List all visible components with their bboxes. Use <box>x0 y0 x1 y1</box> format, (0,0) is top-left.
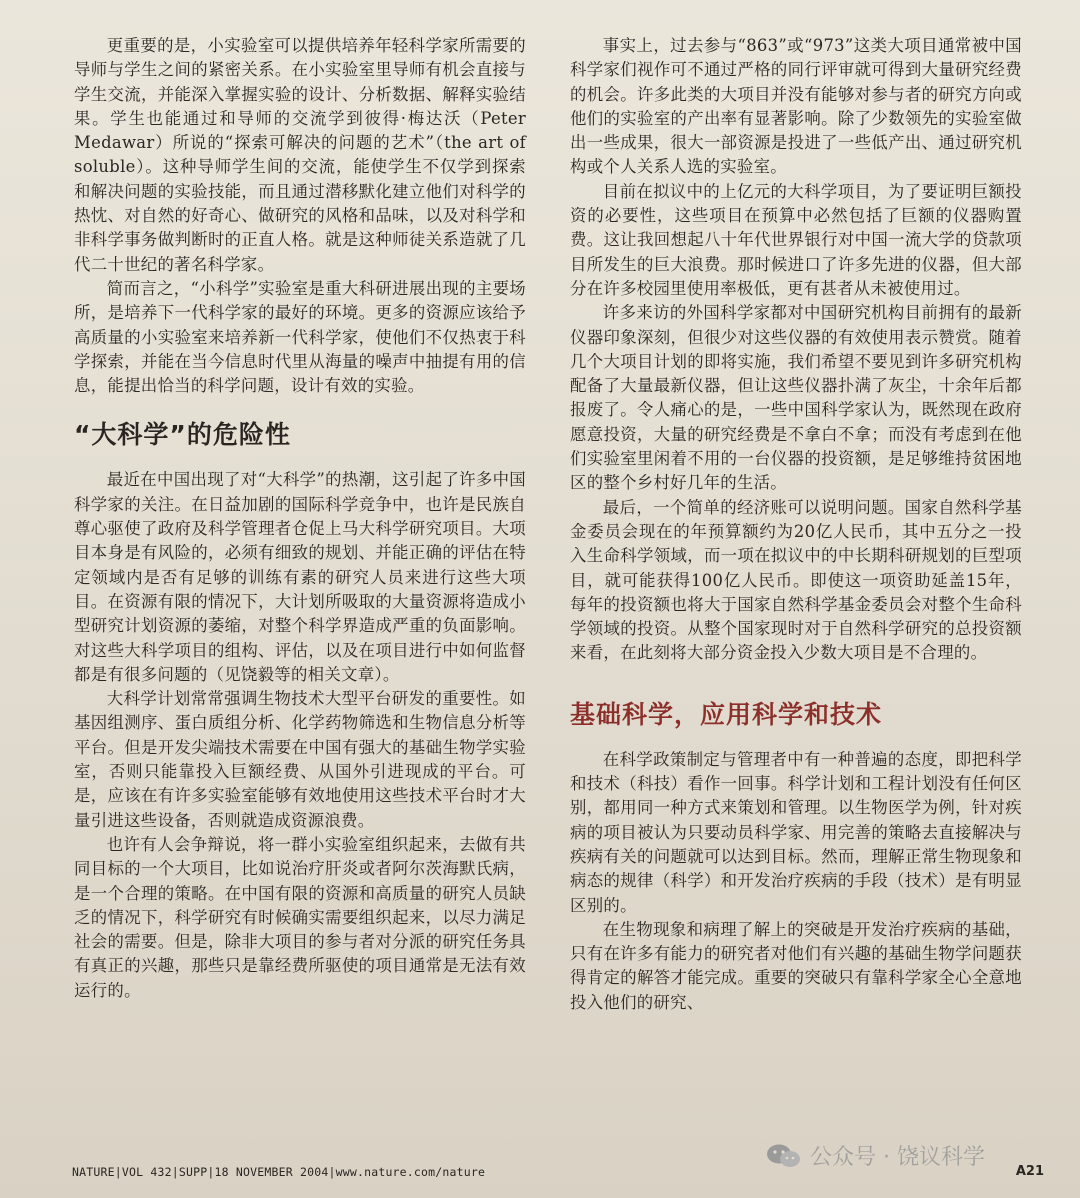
watermark-text: 公众号 · 饶议科学 <box>810 1145 985 1170</box>
paragraph: 大科学计划常常强调生物技术大型平台研发的重要性。如基因组测序、蛋白质组分析、化学药物筛选和生物信息分析等平台。但是开发尖端技术需要在中国有强大的基础生物学实验室，否则只能靠投入巨额经费、从国外引进现成的平台。可是，应该在有许多实验室能够有效地使用这些技术平台时才大量引进这些设备，否则就造成资源浪费。 <box>74 689 526 830</box>
page-number: A21 <box>1015 1164 1044 1179</box>
paragraph: 事实上，过去参与“863”或“973”这类大项目通常被中国科学家们视作可不通过严格的同行评审就可得到大量研究经费的机会。许多此类的大项目并没有能够对参与者的研究方向或他们的实验室的产出率有显著影响。除了少数领先的实验室做出一些成果，很大一部资源是投进了一些低产出、通过研究机构或个人关系人选的实验室。 <box>570 36 1022 177</box>
section-heading-basic-science: 基础科学，应用科学和技术 <box>570 699 883 729</box>
left-column <box>74 34 526 1003</box>
paragraph: 许多来访的外国科学家都对中国研究机构目前拥有的最新仪器印象深刻，但很少对这些仪器的有效使用表示赞赏。随着几个大项目计划的即将实施，我们希望不要见到许多研究机构配备了大量最新仪器，但让这些仪器扑满了灰尘，十余年后都报废了。令人痛心的是，一些中国科学家认为，既然现在政府愿意投资，大量的研究经费是不拿白不拿；而没有考虑到在他们实验室里闲着不用的一台仪器的投资额，是足够维持贫困地区的整个乡村好几年的生活。 <box>570 303 1022 493</box>
watermark <box>766 1140 985 1171</box>
paragraph: 在生物现象和病理了解上的突破是开发治疗疾病的基础，只有在许多有能力的研究者对他们有兴趣的基础生物学问题获得肯定的解答才能完成。重要的突破只有靠科学家全心全意地投入他们的研究、 <box>570 919 1022 1012</box>
paragraph: 简而言之，“小科学”实验室是重大科研进展出现的主要场所，是培养下一代科学家的最好的环境。更多的资源应该给予高质量的小实验室来培养新一代科学家，使他们不仅热衷于科学探索，并能在当今信息时代里从海量的噪声中抽提有用的信息，能提出恰当的科学问题，设计有效的实验。 <box>74 278 526 396</box>
footer-citation: NATURE|VOL 432|SUPP|18 NOVEMBER 2004|www.nature.com/nature <box>72 1165 486 1179</box>
right-column <box>570 34 1022 1015</box>
paragraph: 更重要的是，小实验室可以提供培养年轻科学家所需要的导师与学生之间的紧密关系。在小实验室里导师有机会直接与学生交流，并能深入掌握实验的设计、分析数据、解释实验结果。学生也能通过和导师的交流学到彼得·梅达沃（Peter Medawar）所说的“探索可解决的问题的艺术”（the art of soluble）。这种导师学生间的交流，能使学生不仅学到探索和解决问题的实验技能，而且通过潜移默化建立他们对科学的热忱、对自然的好奇心、做研究的风格和品味，以及对科学和非科学事务做判断时的正直人格。就是这种师徒关系造就了几代二十世纪的著名科学家。 <box>74 36 526 274</box>
paragraph: 最后，一个简单的经济账可以说明问题。国家自然科学基金委员会现在的年预算额约为20亿人民币，其中五分之一投入生命科学领域，而一项在拟议中的中长期科研规划的巨型项目，就可能获得100亿人民币。即使这一项资助延盖15年，每年的投资额也将大于国家自然科学基金委员会对整个生命科学领域的投资。从整个国家现时对于自然科学研究的总投资额来看，在此刻将大部分资金投入少数大项目是不合理的。 <box>570 497 1022 663</box>
paragraph: 也许有人会争辩说，将一群小实验室组织起来，去做有共同目标的一个大项目，比如说治疗肝炎或者阿尔茨海默氏病，是一个合理的策略。在中国有限的资源和高质量的研究人员缺乏的情况下，科学研究有时候确实需要组织起来，以尽力满足社会的需要。但是，除非大项目的参与者对分派的研究任务具有真正的兴趣，那些只是靠经费所驱使的项目通常是无法有效运行的。 <box>74 834 526 1000</box>
paragraph: 在科学政策制定与管理者中有一种普遍的态度，即把科学和技术（科技）看作一回事。科学计划和工程计划没有任何区别，都用同一种方式来策划和管理。以生物医学为例，针对疾病的项目被认为只要动员科学家、用完善的策略去直接解决与疾病有关的问题就可以达到目标。然而，理解正常生物现象和病态的规律（科学）和开发治疗疾病的手段（技术）是有明显区别的。 <box>570 749 1022 915</box>
wechat-icon <box>766 1143 802 1169</box>
section-heading-big-science: “大科学”的危险性 <box>74 420 291 450</box>
paragraph: 最近在中国出现了对“大科学”的热潮，这引起了许多中国科学家的关注。在日益加剧的国际科学竞争中，也许是民族自尊心驱使了政府及科学管理者仓促上马大科学研究项目。大项目本身是有风险的，必须有细致的规划、并能正确的评估在特定领域内是否有足够的训练有素的研究人员来进行这些大项目。在资源有限的情况下，大计划所吸取的大量资源将造成小型研究计划资源的萎缩，对整个科学界造成严重的负面影响。对这些大科学项目的组构、评估，以及在项目进行中如何监督都是有很多问题的（见饶毅等的相关文章）。 <box>74 470 526 684</box>
paragraph: 目前在拟议中的上亿元的大科学项目，为了要证明巨额投资的必要性，这些项目在预算中必然包括了巨额的仪器购置费。这让我回想起八十年代世界银行对中国一流大学的贷款项目所发生的巨大浪费。那时候进口了许多先进的仪器，但大部分在许多校园里使用率极低，更有甚者从未被使用过。 <box>570 181 1022 298</box>
